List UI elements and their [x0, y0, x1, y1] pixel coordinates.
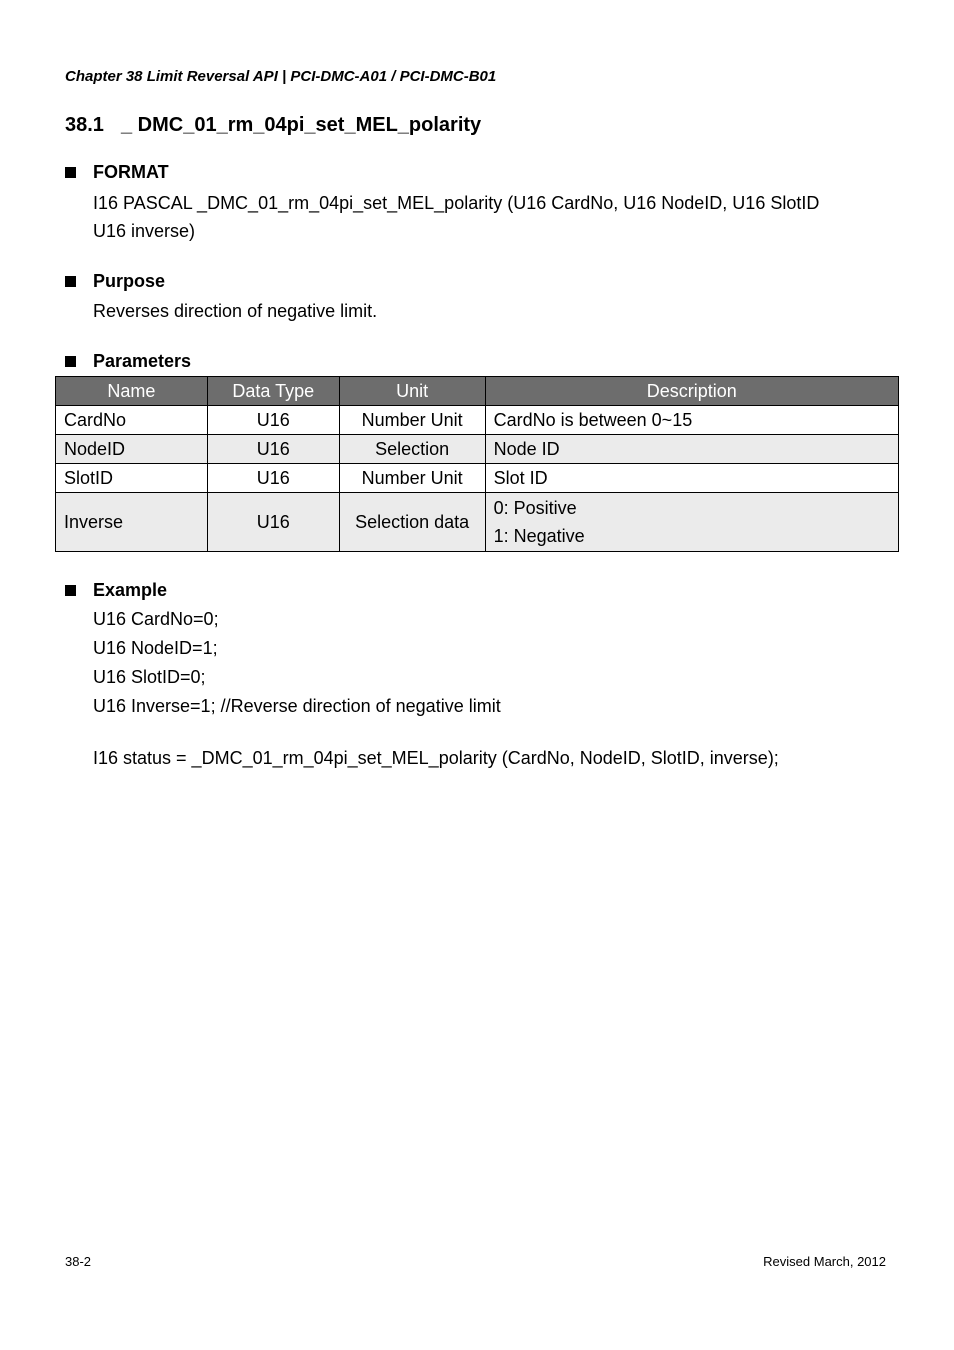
param-unit: Number Unit [339, 406, 485, 435]
table-row [56, 406, 899, 435]
bullet-square-icon [65, 167, 76, 178]
example-call: I16 status = _DMC_01_rm_04pi_set_MEL_polarity (CardNo, NodeID, SlotID, inverse); [93, 748, 779, 768]
param-type: U16 [207, 435, 339, 464]
parameters-heading [65, 351, 191, 372]
bullet-square-icon [65, 276, 76, 287]
example-line: U16 CardNo=0; [93, 609, 219, 629]
column-header: Description [485, 377, 898, 406]
example-line: U16 NodeID=1; [93, 638, 218, 658]
parameters-heading-text: Parameters [93, 351, 192, 371]
table-row [56, 435, 899, 464]
purpose-heading [65, 271, 165, 292]
format-line: U16 inverse) [93, 221, 196, 241]
section-name: _ DMC_01_rm_04pi_set_MEL_polarity [121, 114, 482, 136]
example-code [93, 605, 501, 721]
param-unit: Number Unit [339, 464, 485, 493]
example-heading [65, 580, 167, 601]
param-name: NodeID [56, 435, 208, 464]
purpose-text: Reverses direction of negative limit. [93, 301, 378, 321]
format-signature [93, 189, 819, 245]
param-description [485, 493, 898, 552]
section-number: 38.1 [65, 114, 104, 136]
param-unit: Selection [339, 435, 485, 464]
param-description-line: 0: Positive [493, 498, 577, 518]
param-description: CardNo is between 0~15 [485, 406, 898, 435]
param-type: U16 [207, 406, 339, 435]
param-description: Node ID [485, 435, 898, 464]
column-header: Name [56, 377, 208, 406]
param-unit: Selection data [339, 493, 485, 552]
param-description: Slot ID [485, 464, 898, 493]
param-name: Inverse [56, 493, 208, 552]
param-name: SlotID [56, 464, 208, 493]
bullet-square-icon [65, 585, 76, 596]
table-row [56, 493, 899, 552]
page-number: 38-2 [65, 1254, 92, 1269]
example-heading-text: Example [93, 580, 168, 600]
param-type: U16 [207, 464, 339, 493]
param-type: U16 [207, 493, 339, 552]
param-name: CardNo [56, 406, 208, 435]
format-line: I16 PASCAL _DMC_01_rm_04pi_set_MEL_polarity (U16 CardNo, U16 NodeID, U16 SlotID [93, 193, 820, 213]
format-heading-text: FORMAT [93, 162, 169, 182]
purpose-heading-text: Purpose [93, 271, 166, 291]
section-title [65, 114, 481, 137]
revision-date: Revised March, 2012 [763, 1254, 886, 1269]
param-description-line: 1: Negative [493, 526, 585, 546]
parameters-table [55, 376, 899, 552]
column-header: Unit [339, 377, 485, 406]
table-header-row [56, 377, 899, 406]
table-row [56, 464, 899, 493]
format-heading [65, 162, 169, 183]
bullet-square-icon [65, 356, 76, 367]
column-header: Data Type [207, 377, 339, 406]
running-header: Chapter 38 Limit Reversal API | PCI-DMC-A01 / PCI-DMC-B01 [65, 68, 497, 85]
example-line: U16 Inverse=1; //Reverse direction of negative limit [93, 696, 501, 716]
example-line: U16 SlotID=0; [93, 667, 206, 687]
